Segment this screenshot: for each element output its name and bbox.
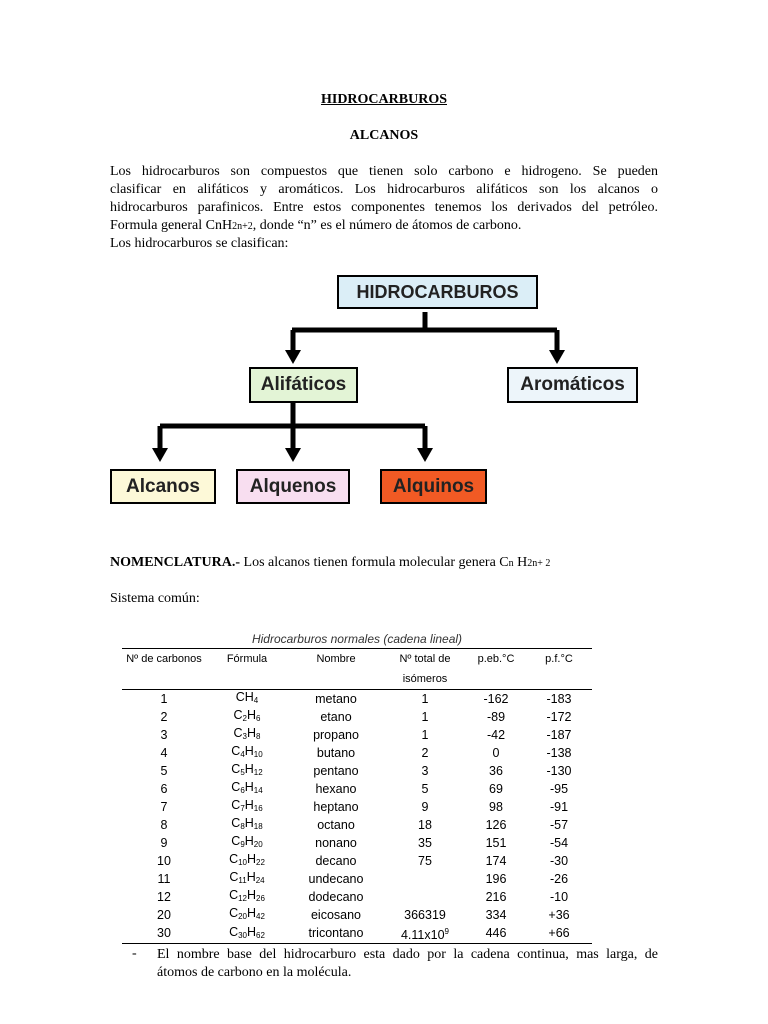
nomenclature-sub-2n2: 2n+ 2 [527, 558, 551, 569]
cell-mp: -95 [549, 781, 569, 796]
arrow-head-alkynes [417, 448, 433, 462]
nomenclature-label: NOMENCLATURA.- [110, 555, 241, 570]
formula-c: C [229, 870, 239, 884]
cell-formula [206, 816, 288, 834]
table-row [122, 708, 592, 726]
table-row [122, 924, 592, 944]
bullet-marker: - [132, 946, 137, 961]
isomers-exponent: 9 [444, 927, 449, 936]
cell-mp: -183 [546, 691, 572, 706]
formula-subscript: 2n+2 [232, 221, 253, 232]
arrow-head-alkanes [152, 448, 168, 462]
header-isomers-line2: isómeros [402, 673, 448, 685]
formula-h: H [244, 762, 254, 776]
formula-h: H [244, 798, 254, 812]
table-row [122, 726, 592, 744]
cell-bp: -162 [483, 691, 509, 706]
cell-isomers [384, 726, 466, 744]
cell-name: dodecano [308, 889, 364, 904]
formula-c: C [229, 888, 239, 902]
formula-c: C [231, 744, 241, 758]
cell-isomers [384, 798, 466, 816]
formula-c-sub: 8 [240, 822, 245, 831]
formula-c-sub: 30 [238, 930, 247, 940]
cell-mp: -54 [549, 835, 569, 850]
formula-c-sub: 20 [238, 912, 247, 921]
cell-name: decano [315, 853, 357, 868]
cell-name: heptano [313, 799, 359, 814]
formula-h: H [247, 708, 257, 722]
cell-formula [206, 924, 288, 944]
cell-formula [206, 906, 288, 924]
box-alkanes: Alcanos [110, 469, 216, 504]
cell-carbons: 20 [157, 907, 171, 922]
formula-prefix: Formula general CnH [110, 218, 233, 233]
table-row [122, 834, 592, 852]
cell-isomers [384, 690, 466, 709]
header-formula: Fórmula [226, 653, 268, 665]
formula-c-sub: 2 [242, 714, 247, 723]
formula-h-sub: 4 [253, 696, 259, 705]
cell-carbons: 12 [157, 889, 171, 904]
box-aromatic: Aromáticos [507, 367, 638, 403]
table-row [122, 762, 592, 780]
cell-carbons: 30 [157, 926, 171, 940]
isomers-value: 2 [421, 745, 429, 760]
formula-suffix: , donde “n” es el número de átomos de carbono. [252, 218, 522, 233]
formula-h-sub: 8 [256, 732, 261, 741]
isomers-value: 1 [421, 727, 429, 742]
nomenclature-sub-n: n [508, 558, 514, 569]
cell-carbons: 5 [160, 763, 168, 778]
box-aliphatic: Alifáticos [249, 367, 358, 403]
cell-mp: -130 [546, 763, 572, 778]
cell-isomers [384, 708, 466, 726]
formula-c-sub: 6 [240, 786, 245, 795]
header-name: Nombre [316, 653, 356, 665]
cell-formula [206, 834, 288, 852]
cell-bp: 126 [485, 817, 507, 832]
cell-formula [206, 744, 288, 762]
cell-formula [206, 690, 288, 709]
formula-c: C [229, 924, 239, 939]
cell-isomers [384, 906, 466, 924]
table-row [122, 870, 592, 888]
cell-name: butano [316, 745, 356, 760]
cell-isomers [384, 762, 466, 780]
formula-h: H [247, 726, 257, 740]
cell-name: octano [317, 817, 355, 832]
formula-c: C [233, 726, 243, 740]
formula-c: C [229, 906, 239, 920]
cell-name: hexano [315, 781, 357, 796]
cell-carbons: 11 [157, 871, 171, 886]
cell-isomers [384, 780, 466, 798]
cell-bp: 36 [489, 763, 503, 778]
cell-isomers [384, 888, 466, 906]
cell-name: propano [313, 727, 359, 742]
formula-h-sub: 22 [256, 858, 265, 867]
isomers-value: 3 [421, 763, 429, 778]
cell-formula [206, 852, 288, 870]
bullet-line-1: El nombre base del hidrocarburo esta dado por la cadena continua, mas larga, de [157, 947, 658, 962]
nomenclature-h: H [513, 555, 528, 570]
intro-line-2: clasificar en alifáticos y aromáticos. Los hidrocarburos alifáticos son los alcanos o [110, 182, 658, 197]
table-row [122, 906, 592, 924]
formula-c: C [231, 798, 241, 812]
isomers-value: 366319 [404, 907, 446, 922]
box-alkenes: Alquenos [236, 469, 350, 504]
isomers-value: 1 [421, 709, 429, 724]
intro-line-4 [110, 217, 658, 236]
cell-mp: +36 [548, 907, 570, 922]
isomers-value: 35 [418, 835, 432, 850]
formula-c: C [229, 852, 239, 866]
cell-isomers [384, 924, 466, 944]
cell-bp: 446 [485, 926, 507, 940]
formula-h: H [247, 888, 257, 902]
alkanes-table-block [122, 632, 592, 944]
cell-name: metano [315, 691, 357, 706]
intro-line-5: Los hidrocarburos se clasifican: [110, 236, 289, 251]
formula-c: C [231, 780, 241, 794]
isomers-value: 5 [421, 781, 429, 796]
cell-carbons: 1 [160, 691, 168, 706]
formula-h-sub: 18 [253, 822, 263, 831]
cell-formula [206, 762, 288, 780]
page-title: HIDROCARBUROS [320, 92, 447, 107]
cell-formula [206, 798, 288, 816]
formula-h: H [247, 852, 257, 866]
cell-bp: 174 [485, 853, 507, 868]
arrow-head-aliphatic [285, 350, 301, 364]
nomenclature-line [110, 554, 658, 573]
nomenclature-text: Los alcanos tienen formula molecular genera C [240, 555, 509, 570]
header-isomers-line1: Nº total de [399, 653, 451, 665]
formula-h-sub: 20 [253, 840, 263, 849]
formula-h: H [244, 780, 254, 794]
cell-name: pentano [313, 763, 359, 778]
isomers-value: 75 [418, 853, 432, 868]
formula-c-sub: 9 [240, 840, 245, 849]
table-caption: Hidrocarburos normales (cadena lineal) [251, 632, 463, 646]
table-header-row [122, 649, 592, 690]
formula-h-sub: 14 [253, 786, 263, 795]
formula-h: H [244, 816, 254, 830]
cell-formula [206, 870, 288, 888]
cell-mp: -10 [549, 889, 569, 904]
formula-c-sub: 10 [238, 858, 247, 867]
table-row [122, 690, 592, 709]
cell-mp: -172 [546, 709, 572, 724]
formula-h: H [247, 906, 257, 920]
cell-mp: -57 [549, 817, 569, 832]
cell-formula [206, 708, 288, 726]
cell-carbons: 10 [157, 853, 171, 868]
cell-formula [206, 888, 288, 906]
formula-c: C [231, 834, 241, 848]
cell-bp: -42 [486, 727, 506, 742]
cell-name: etano [320, 709, 352, 724]
formula-h-sub: 16 [253, 804, 263, 813]
cell-mp: -91 [549, 799, 569, 814]
cell-bp: 98 [489, 799, 503, 814]
cell-isomers [384, 852, 466, 870]
cell-carbons: 9 [160, 835, 168, 850]
cell-bp: 216 [485, 889, 507, 904]
cell-carbons: 8 [160, 817, 168, 832]
header-carbons: Nº de carbonos [126, 653, 202, 665]
formula-h: H [246, 870, 256, 884]
cell-isomers [384, 870, 466, 888]
formula-h-sub: 62 [256, 930, 265, 940]
cell-carbons: 7 [160, 799, 168, 814]
formula-h-sub: 12 [253, 768, 263, 777]
cell-bp: -89 [486, 709, 506, 724]
section-title: ALCANOS [349, 128, 419, 143]
formula-h: H [244, 834, 254, 848]
intro-line-1: Los hidrocarburos son compuestos que tienen solo carbono e hidrogeno. Se pueden [110, 164, 658, 179]
cell-formula [206, 780, 288, 798]
cell-bp: 151 [485, 835, 507, 850]
formula-h: H [244, 744, 254, 758]
formula-c-sub: 11 [238, 876, 247, 885]
formula-h-sub: 10 [253, 750, 263, 759]
formula-c: C [231, 762, 241, 776]
formula-c-sub: 12 [238, 894, 247, 903]
formula-h-sub: 26 [256, 894, 265, 903]
cell-name: nonano [315, 835, 357, 850]
table-row [122, 852, 592, 870]
cell-isomers [384, 816, 466, 834]
table-row [122, 780, 592, 798]
isomers-value: 4.11x10 [400, 928, 445, 942]
box-alkynes: Alquinos [380, 469, 487, 504]
table-row [122, 744, 592, 762]
arrow-head-alkenes [285, 448, 301, 462]
formula-c-sub: 3 [242, 732, 247, 741]
table-row [122, 816, 592, 834]
formula-h-sub: 42 [256, 912, 265, 921]
cell-carbons: 4 [160, 745, 168, 760]
table-row [122, 798, 592, 816]
formula-c-sub: 4 [240, 750, 245, 759]
cell-mp: -138 [546, 745, 572, 760]
arrow-head-aromatic [549, 350, 565, 364]
cell-carbons: 6 [160, 781, 168, 796]
system-label: Sistema común: [110, 591, 200, 606]
isomers-value: 18 [418, 817, 432, 832]
cell-isomers [384, 834, 466, 852]
cell-bp: 0 [492, 745, 500, 760]
table-row [122, 888, 592, 906]
cell-carbons: 3 [160, 727, 168, 742]
formula-c-sub: 7 [240, 804, 245, 813]
formula-c: C [233, 708, 243, 722]
cell-name: tricontano [308, 926, 364, 940]
cell-bp: 196 [485, 871, 507, 886]
formula-ch: CH [235, 690, 254, 704]
cell-bp: 334 [485, 907, 507, 922]
box-hydrocarbons: HIDROCARBUROS [337, 275, 538, 309]
intro-line-3: hidrocarburos parafinicos. Entre estos componentes tenemos los derivados del petróleo. [110, 200, 658, 215]
cell-formula [206, 726, 288, 744]
cell-mp: -187 [546, 727, 572, 742]
header-mp: p.f.°C [545, 653, 573, 665]
cell-name: undecano [308, 871, 364, 886]
isomers-value: 9 [421, 799, 429, 814]
cell-carbons: 2 [160, 709, 168, 724]
cell-mp: -30 [549, 853, 569, 868]
formula-h-sub: 6 [256, 714, 261, 723]
isomers-value: 1 [421, 691, 429, 706]
header-bp: p.eb.°C [477, 653, 515, 665]
formula-c-sub: 5 [240, 768, 245, 777]
cell-name: eicosano [310, 907, 362, 922]
cell-mp: -26 [549, 871, 569, 886]
alkanes-table [122, 648, 592, 944]
bullet-line-2: átomos de carbono en la molécula. [157, 965, 352, 980]
header-isomers [384, 649, 466, 690]
cell-isomers [384, 744, 466, 762]
cell-bp: 69 [489, 781, 503, 796]
formula-h-sub: 24 [255, 876, 265, 885]
cell-mp: +66 [548, 926, 570, 940]
formula-c: C [231, 816, 241, 830]
formula-h: H [247, 924, 257, 939]
